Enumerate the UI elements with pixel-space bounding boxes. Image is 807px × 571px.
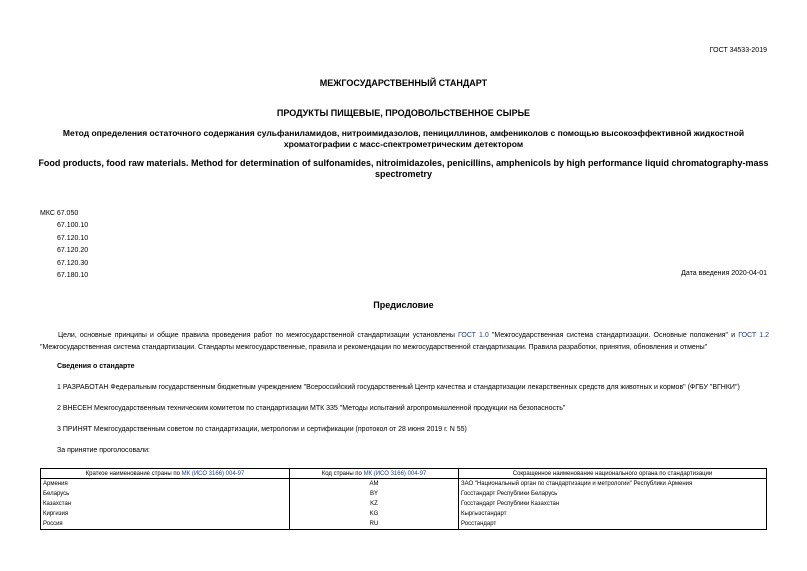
column-header-code: Код страны по МК (ИСО 3166) 004-97 — [290, 469, 459, 479]
column-header-body: Сокращенное наименование национального органа по стандартизации — [459, 469, 767, 479]
cell-country: Армения — [41, 479, 290, 490]
mk-iso-link[interactable]: МК (ИСО 3166) 004-97 — [181, 470, 245, 477]
preface-text: "Межгосударственная система стандартизации. Стандарты межгосударственные, правила и рекомендации по межгосударственной стандартизации. Правила разработки, принятия, обновления и отмены" — [40, 344, 708, 351]
mks-code: 67.100.10 — [57, 222, 89, 230]
gost-1-2-link[interactable]: ГОСТ 1.2 — [738, 332, 769, 339]
cell-code: BY — [290, 489, 459, 499]
preface-paragraph — [40, 330, 769, 354]
info-item-adopted: 3 ПРИНЯТ Межгосударственным советом по стандартизации, метрологии и сертификации (протокол от 28 июня 2019 г. N 55) — [57, 426, 467, 433]
mks-code: 67.120.10 — [57, 234, 89, 242]
mks-codes — [40, 208, 88, 282]
mks-label: МКС 67.050 — [40, 210, 79, 217]
table-header-row — [41, 469, 767, 479]
mks-code: 67.180.10 — [57, 272, 89, 280]
document-title-english: Food products, food raw materials. Method for determination of sulfonamides, nitroimidazoles, penicillins, amphenicols by high performance liquid chromatography-mass spectrometry — [38, 158, 769, 179]
table-row — [41, 499, 767, 509]
table-row — [41, 519, 767, 530]
document-subtitle: Метод определения остаточного содержания сульфаниламидов, нитроимидазолов, пенициллинов, амфениколов с помощью высокоэффективной жидкостной хроматографии с масс-спектрометрическим детектором — [62, 128, 745, 149]
document-title: ПРОДУКТЫ ПИЩЕВЫЕ, ПРОДОВОЛЬСТВЕННОЕ СЫРЬЕ — [276, 108, 531, 118]
info-item-introduced: 2 ВНЕСЕН Межгосударственным техническим комитетом по стандартизации МТК 335 "Методы испытаний агропромышленной продукции на безопасность" — [57, 405, 566, 412]
cell-code: KG — [290, 509, 459, 519]
cell-body: Кыргызстандарт — [459, 509, 767, 519]
gost-1-0-link[interactable]: ГОСТ 1.0 — [457, 332, 489, 339]
mks-code: 67.120.20 — [57, 247, 89, 255]
mk-iso-link[interactable]: МК (ИСО 3166) 004-97 — [363, 470, 427, 477]
preface-heading: Предисловие — [373, 300, 434, 310]
cell-country: Беларусь — [41, 489, 290, 499]
column-header-country: Краткое наименование страны по МК (ИСО 3166) 004-97 — [41, 469, 290, 479]
table-row — [41, 509, 767, 519]
standard-type-heading: МЕЖГОСУДАРСТВЕННЫЙ СТАНДАРТ — [319, 78, 488, 88]
cell-code: RU — [290, 519, 459, 530]
cell-code: KZ — [290, 499, 459, 509]
cell-body: Госстандарт Республики Казахстан — [459, 499, 767, 509]
cell-country: Россия — [41, 519, 290, 530]
table-row — [41, 489, 767, 499]
table-row — [41, 479, 767, 490]
preface-text: "Межгосударственная система стандартизации. Основные положения" и — [488, 332, 739, 339]
preface-text: Цели, основные принципы и общие правила проведения работ по межгосударственной стандартизации установлены — [58, 332, 458, 339]
countries-table — [40, 468, 767, 530]
info-item-developed: 1 РАЗРАБОТАН Федеральным государственным бюджетным учреждением "Всероссийский государственный Центр качества и стандартизации лекарственных средств для животных и кормов" (ФГБУ "ВГНКИ") — [57, 384, 740, 391]
cell-country: Казахстан — [41, 499, 290, 509]
document-code: ГОСТ 34533-2019 — [709, 47, 767, 54]
info-heading: Сведения о стандарте — [57, 363, 135, 370]
intro-date: Дата введения 2020-04-01 — [681, 270, 767, 277]
mks-code: 67.120.30 — [57, 259, 89, 267]
cell-body: Росстандарт — [459, 519, 767, 530]
cell-country: Киргизия — [41, 509, 290, 519]
cell-body: Госстандарт Республики Беларусь — [459, 489, 767, 499]
cell-code: AM — [290, 479, 459, 490]
voted-label: За принятие проголосовали: — [57, 447, 150, 454]
cell-body: ЗАО "Национальный орган по стандартизации и метрологии" Республики Армения — [459, 479, 767, 490]
